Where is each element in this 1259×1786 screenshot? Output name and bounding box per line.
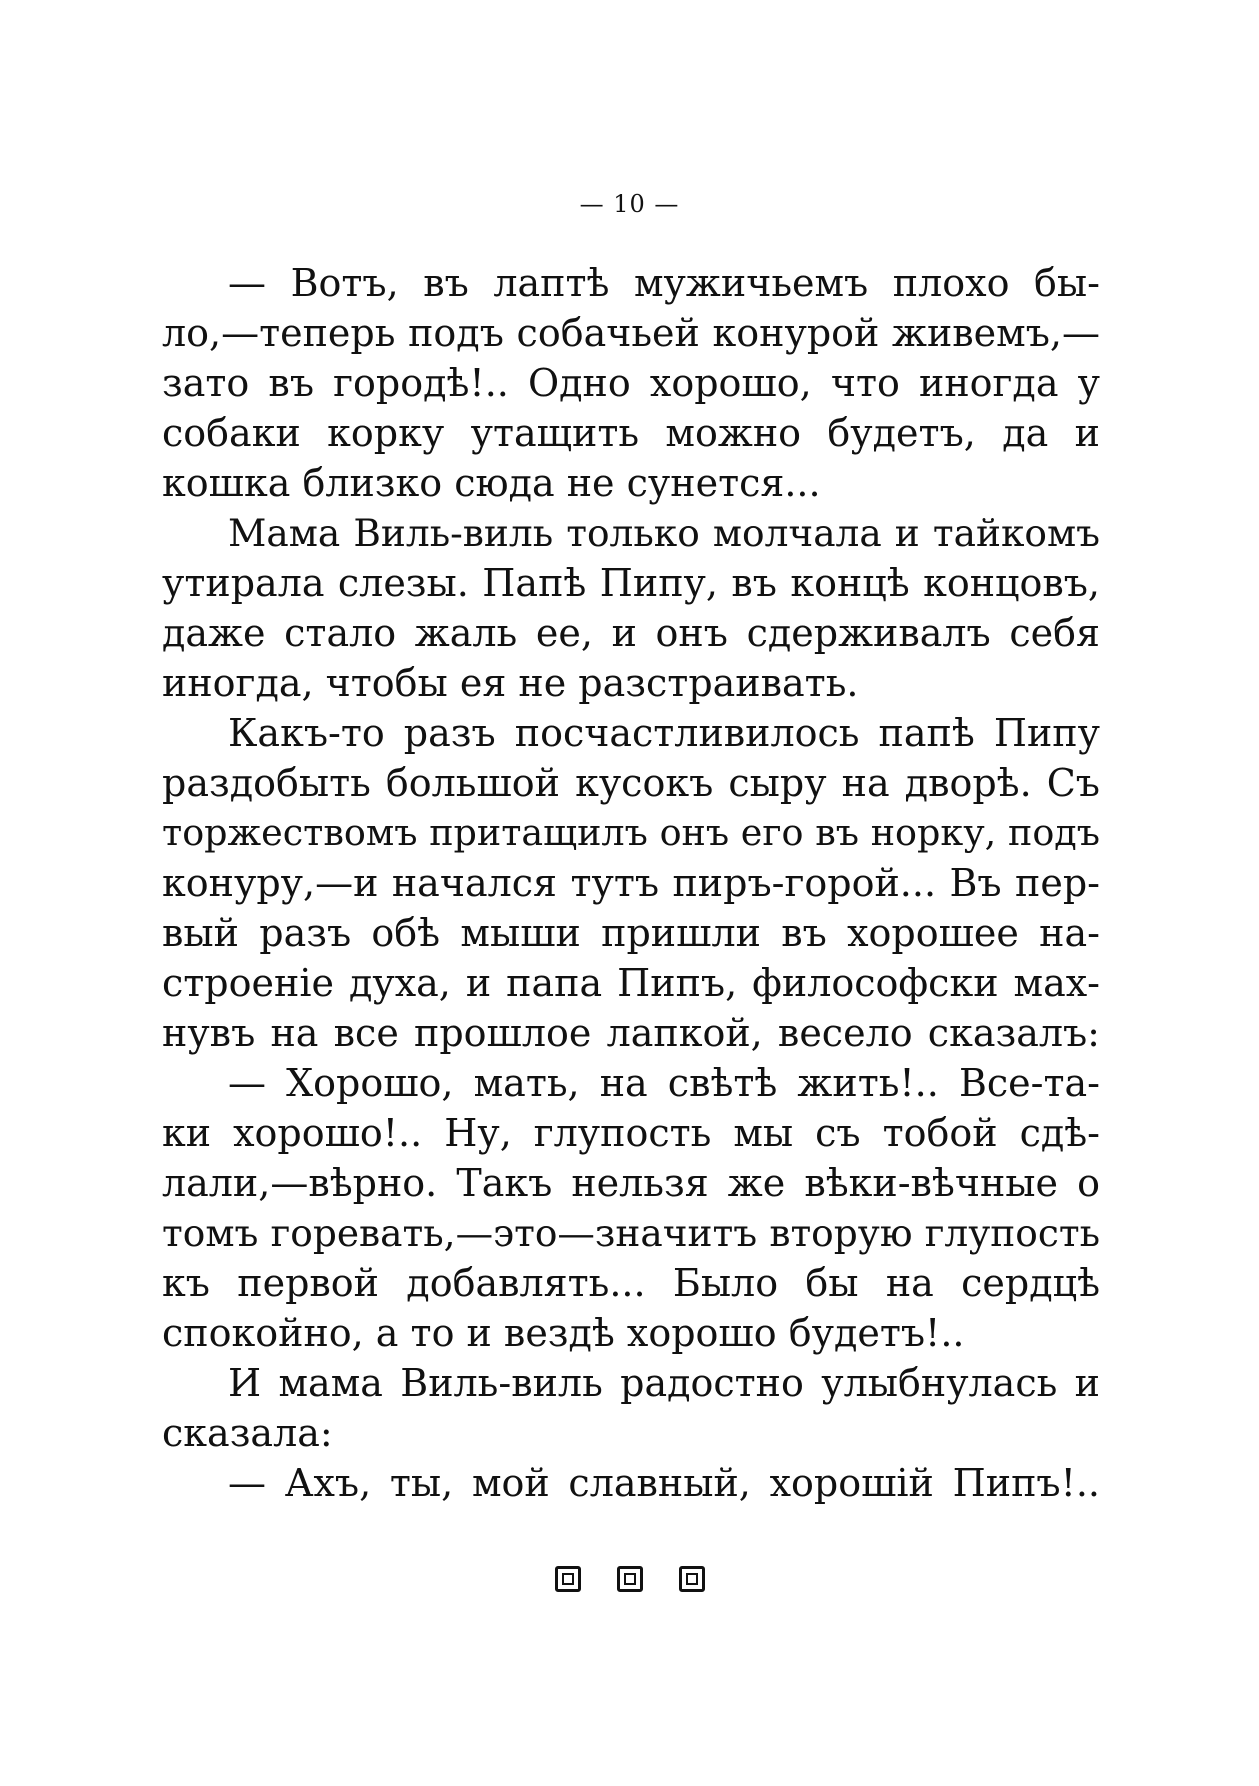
text-line: ки хорошо!.. Ну, глупость мы съ тобой сдѣ- bbox=[162, 1111, 1100, 1155]
text-line: вый разъ обѣ мыши пришли въ хорошее на- bbox=[162, 911, 1100, 955]
end-ornament bbox=[0, 1566, 1259, 1592]
text-line: строеніе духа, и папа Пипъ, философски мах- bbox=[162, 961, 1100, 1005]
text-line: — Ахъ, ты, мой славный, хорошій Пипъ!.. bbox=[228, 1461, 1100, 1505]
text-line: къ первой добавлять... Было бы на сердцѣ bbox=[162, 1261, 1100, 1305]
square-ornament-icon bbox=[617, 1566, 643, 1592]
square-ornament-icon bbox=[555, 1566, 581, 1592]
text-line: конуру,—и начался тутъ пиръ-горой... Въ пер- bbox=[162, 861, 1100, 905]
square-ornament-icon bbox=[679, 1566, 705, 1592]
text-line: иногда, чтобы ея не разстраивать. bbox=[162, 661, 859, 705]
text-line: томъ горевать,—это—значитъ вторую глупость bbox=[162, 1211, 1100, 1255]
text-line: — Хорошо, мать, на свѣтѣ жить!.. Все-та- bbox=[228, 1061, 1100, 1105]
text-line: Мама Виль-виль только молчала и тайкомъ bbox=[228, 511, 1100, 555]
text-line: И мама Виль-виль радостно улыбнулась и bbox=[228, 1361, 1100, 1405]
text-line: раздобыть большой кусокъ сыру на дворѣ. Съ bbox=[162, 761, 1100, 805]
text-line: Какъ-то разъ посчастливилось папѣ Пипу bbox=[228, 711, 1100, 755]
text-body bbox=[162, 258, 1100, 1508]
text-line: торжествомъ притащилъ онъ его въ норку, подъ bbox=[162, 811, 1100, 854]
text-line: нувъ на все прошлое лапкой, весело сказалъ: bbox=[162, 1011, 1100, 1055]
text-line: — Вотъ, въ лаптѣ мужичьемъ плохо бы- bbox=[228, 261, 1100, 305]
text-line: собаки корку утащить можно будетъ, да и bbox=[162, 411, 1100, 455]
text-line: утирала слезы. Папѣ Пипу, въ концѣ концовъ, bbox=[162, 561, 1100, 605]
text-line: лали,—вѣрно. Такъ нельзя же вѣки-вѣчные о bbox=[162, 1161, 1100, 1205]
text-line: сказала: bbox=[162, 1411, 333, 1455]
page-number: — 10 — bbox=[579, 190, 680, 218]
text-line: зато въ городѣ!.. Одно хорошо, что иногда у bbox=[162, 361, 1100, 405]
text-line: даже стало жаль ее, и онъ сдерживалъ себя bbox=[162, 611, 1100, 655]
text-line: кошка близко сюда не сунется... bbox=[162, 461, 821, 505]
text-line: ло,—теперь подъ собачьей конурой живемъ,— bbox=[162, 311, 1100, 355]
text-line: спокойно, а то и вездѣ хорошо будетъ!.. bbox=[162, 1311, 965, 1355]
